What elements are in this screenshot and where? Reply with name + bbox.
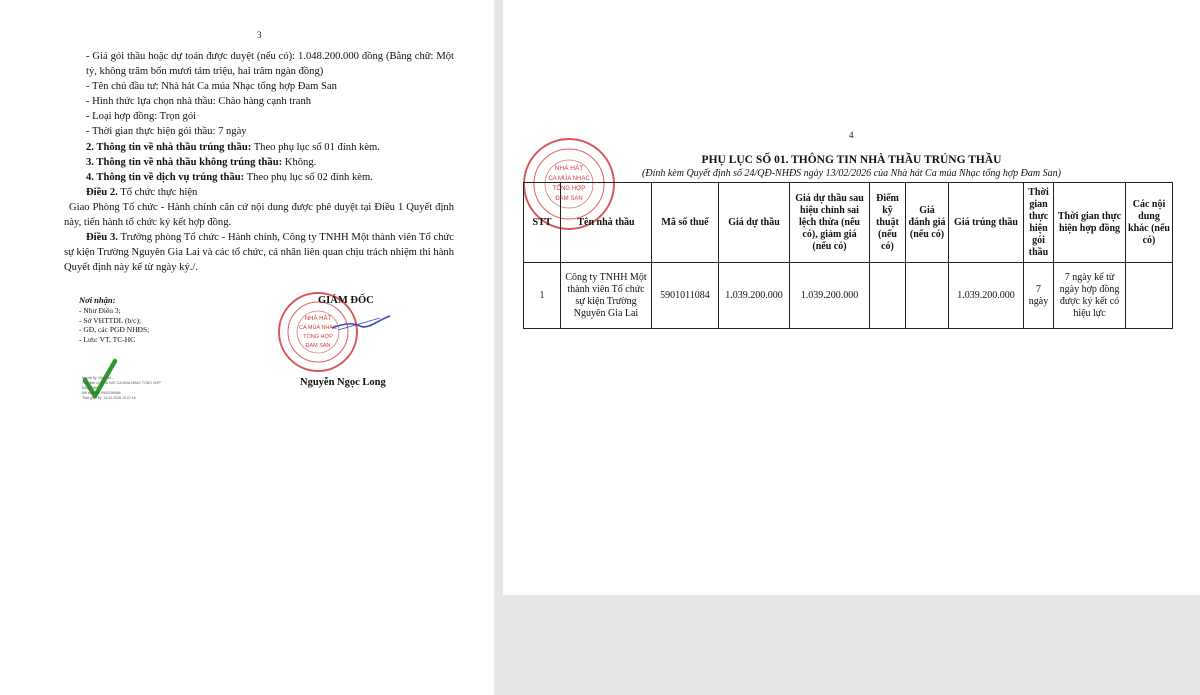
- stamp-line: CA MÚA NHẠC: [299, 325, 337, 331]
- recipients-block: [79, 296, 149, 345]
- table-cell: 5901011084: [652, 263, 719, 329]
- table-cell: 1.039.200.000: [790, 263, 870, 329]
- stamp-line: CA MÚA NHẠC: [548, 176, 590, 182]
- column-header: Tên nhà thầu: [561, 183, 652, 263]
- section-item-heading: 4. Thông tin về dịch vụ trúng thầu:: [86, 171, 245, 183]
- handwritten-signature: [330, 306, 392, 336]
- paragraph: - Hình thức lựa chọn nhà thầu: Chào hàng cạnh tranh: [86, 96, 312, 108]
- stamp-line: NHÀ HÁT: [554, 165, 584, 172]
- digital-signature-info: [82, 376, 161, 401]
- section-item-heading: 2. Thông tin về nhà thầu trúng thầu:: [86, 141, 252, 153]
- recipients-heading: Nơi nhận:: [79, 295, 116, 305]
- signer-name: Nguyễn Ngọc Long: [300, 377, 386, 388]
- article-3: [64, 230, 454, 275]
- document-page-4: [503, 0, 1200, 595]
- digital-signature-line: Mã số thuế: 5900299466: [82, 391, 121, 395]
- column-header: Giá dự thầu sau hiệu chỉnh sai lệch thừa (nếu có), giảm giá (nếu có): [790, 183, 870, 263]
- section-item-heading: 3. Thông tin về nhà thầu không trúng thầu:: [86, 156, 283, 168]
- paragraph: - Giá gói thầu hoặc dự toán được duyệt (nếu có): 1.048.200.000 đồng (Bằng chữ: Một tỷ, không trăm bốn mươi tám triệu, hai trăm ngàn đồng): [86, 51, 454, 78]
- appendix-title: PHỤ LỤC SỐ 01. THÔNG TIN NHÀ THẦU TRÚNG THẦU: [701, 154, 1002, 166]
- section-item-text: Theo phụ lục số 01 đính kèm.: [251, 141, 380, 153]
- column-header: Mã số thuế: [652, 183, 719, 263]
- recipient-item: - Như Điều 3;: [79, 305, 121, 315]
- appendix-subtitle: (Đính kèm Quyết định số 24/QĐ-NHĐS ngày 13/02/2026 của Nhà hát Ca múa Nhạc tổng hợp Đam San): [642, 168, 1061, 179]
- table-cell: [870, 263, 906, 329]
- table-header-row: [524, 183, 1173, 263]
- column-header: Điểm kỹ thuật (nếu có): [870, 183, 906, 263]
- signer-title: GIÁM ĐỐC: [318, 295, 374, 306]
- digital-signature-line: Người ký: Nhà hát ...: [82, 376, 115, 380]
- stamp-line: ĐAM SAN: [555, 196, 583, 202]
- paragraph: - Tên chủ đầu tư: Nhà hát Ca múa Nhạc tổng hợp Đam San: [86, 81, 337, 93]
- decision-body: [64, 49, 454, 275]
- section-item: [64, 170, 454, 185]
- paragraph: - Loại hợp đồng: Trọn gói: [86, 111, 197, 123]
- digital-signature-line: ĐAM SAN: [82, 386, 98, 390]
- table-cell: [1126, 263, 1173, 329]
- recipient-item: - Lưu: VT, TC-HC: [79, 335, 136, 345]
- paragraph: - Thời gian thực hiện gói thầu: 7 ngày: [86, 126, 247, 138]
- table-cell: [906, 263, 949, 329]
- column-header: Giá đánh giá (nếu có): [906, 183, 949, 263]
- article-2-body: Giao Phòng Tổ chức - Hành chính căn cứ nội dung được phê duyệt tại Điều 1 Quyết định này, tiến hành tổ chức ký kết hợp đồng.: [64, 201, 454, 229]
- column-header: Thời gian thực hiện gói thầu: [1024, 183, 1054, 263]
- page-number: 3: [257, 30, 262, 40]
- recipient-item: - GĐ, các PGĐ NHĐS;: [79, 325, 150, 335]
- article-3-text: Trưởng phòng Tổ chức - Hành chính, Công ty TNHH Một thành viên Tổ chức sự kiện Trường Nguyên Gia Lai và các tổ chức, cá nhân liên quan chịu trách nhiệm thi hành Quyết định này kể từ ngày ký./.: [64, 232, 454, 274]
- table-cell: 1.039.200.000: [719, 263, 790, 329]
- article-title: Tổ chức thực hiện: [117, 186, 198, 198]
- document-page-3: [0, 0, 494, 695]
- page-number: 4: [849, 130, 854, 140]
- article-label: Điều 3.: [86, 232, 118, 244]
- section-item: [64, 140, 454, 155]
- table-row: [524, 263, 1173, 329]
- digital-signature-line: Tên đơn vị: NHÀ HÁT CA MÚA NHẠC TỔNG HỢP: [82, 381, 161, 385]
- column-header: Thời gian thực hiện hợp đồng: [1054, 183, 1126, 263]
- article-label: Điều 2.: [86, 186, 118, 198]
- column-header: Các nội dung khác (nếu có): [1126, 183, 1173, 263]
- column-header: Giá dự thầu: [719, 183, 790, 263]
- table-cell: 7 ngày: [1024, 263, 1054, 329]
- table-cell: 1: [524, 263, 561, 329]
- table-cell: Công ty TNHH Một thành viên Tổ chức sự kiện Trường Nguyên Gia Lai: [561, 263, 652, 329]
- stamp-line: TỔNG HỢP: [303, 334, 333, 340]
- stamp-line: ĐAM SAN: [305, 343, 331, 349]
- table-cell: 1.039.200.000: [949, 263, 1024, 329]
- article-2-heading: [64, 185, 454, 200]
- section-item-text: Không.: [282, 156, 317, 168]
- column-header: Giá trúng thầu: [949, 183, 1024, 263]
- section-item-text: Theo phụ lục số 02 đính kèm.: [244, 171, 373, 183]
- stamp-line: NHÀ HÁT: [304, 316, 332, 322]
- table-cell: 7 ngày kể từ ngày hợp đồng được ký kết có hiệu lực: [1054, 263, 1126, 329]
- stamp-line: TỔNG HỢP: [552, 186, 586, 192]
- digital-signature-line: Thời gian ký: 13-02-2026 10:07:16: [82, 396, 136, 400]
- recipient-item: - Sở VHTTDL (b/c);: [79, 315, 142, 325]
- column-header: STT: [524, 183, 561, 263]
- section-item: [64, 155, 454, 170]
- winning-bidder-table: [523, 182, 1173, 329]
